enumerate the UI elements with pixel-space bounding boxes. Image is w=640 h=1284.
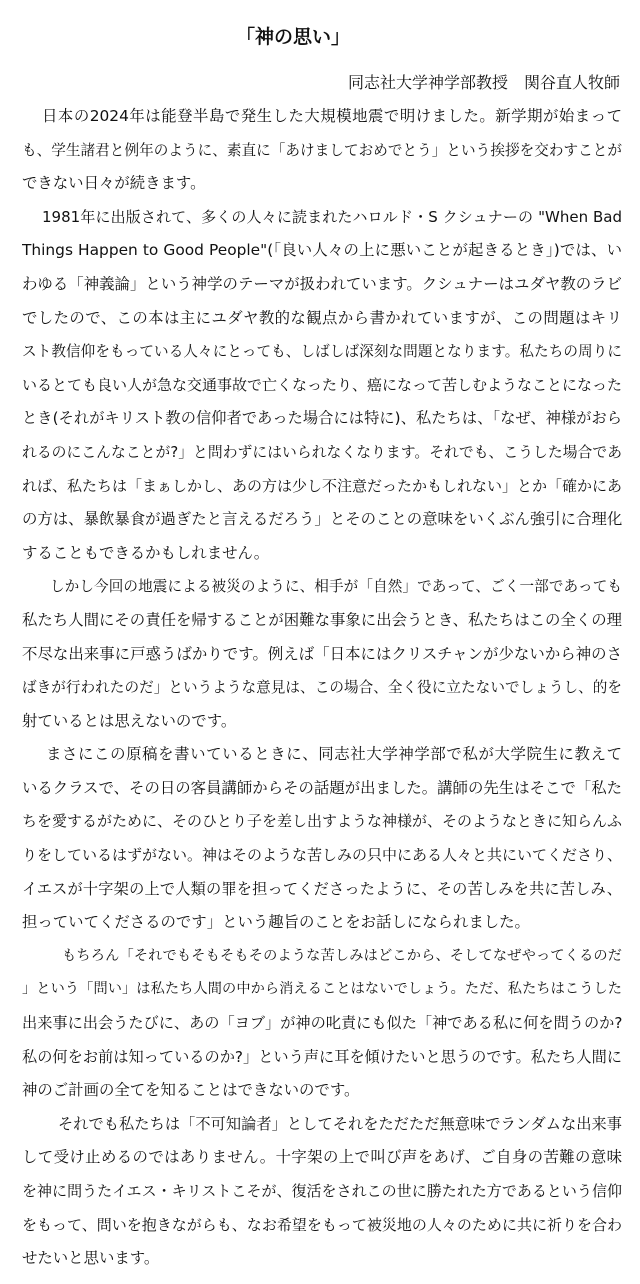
paragraph-line: もちろん「それでもそもそもそのような苦しみはどこから、そしてなぜやってくるのだ: [62, 947, 622, 964]
paragraph: [22, 1108, 622, 1276]
paragraph-line: 私の何をお前は知っているのか?」という声に耳を傾けたいと思うのです。私たち人間に: [22, 1047, 622, 1066]
paragraph: [22, 201, 622, 571]
paragraph-line: でしたので、この本は主にユダヤ教的な観点から書かれていますが、この問題はキリ: [22, 308, 622, 327]
paragraph-line: いるクラスで、その日の客員講師からその話題が出ました。講師の先生はそこで「私た: [22, 778, 622, 797]
paragraph-line: 不尽な出来事に戸惑うばかりです。例えば「日本にはクリスチャンが少ないから神のさ: [22, 644, 622, 663]
paragraph-line: 1981年に出版されて、多くの人々に読まれたハロルド・S クシュナーの "When Bad: [42, 207, 622, 226]
paragraph-line: も、学生諸君と例年のように、素直に「あけましておめでとう」という挨拶を交わすことが: [22, 141, 622, 159]
paragraph: [22, 570, 622, 738]
paragraph-line: 私たち人間にその責任を帰することが困難な事象に出会うとき、私たちはこの全くの理: [22, 610, 622, 629]
author-byline: 同志社大学神学部教授 関谷直人牧師: [347, 73, 620, 92]
paragraph-line: 神のご計画の全てを知ることはできないのです。: [22, 1081, 360, 1100]
paragraph-line: しかし今回の地震による被災のように、相手が「自然」であって、ごく一部であっても: [50, 578, 622, 596]
paragraph-line: Things Happen to Good People"(「良い人々の上に悪いことが起きるとき」)では、い: [22, 241, 622, 260]
paragraph-line: することもできるかもしれません。: [22, 543, 270, 562]
paragraph-line: ちを愛するがために、そのひとり子を差し出すような神様が、そのようなときに知らんふ: [22, 812, 622, 831]
paragraph-line: れば、私たちは「まぁしかし、あの方は少し不注意だったかもしれない」とか「確かにあ: [22, 476, 622, 495]
paragraph-line: 射ているとは思えないのです。: [22, 711, 237, 730]
paragraph-line: 担っていてくださるのです」という趣旨のことをお話しになられました。: [22, 913, 530, 932]
paragraph: [22, 738, 622, 940]
paragraph-line: 日本の2024年は能登半島で発生した大規模地震で明けました。新学期が始まって: [42, 107, 622, 125]
article-title: 「神の思い」: [235, 26, 350, 48]
paragraph-line: できない日々が続きます。: [22, 174, 206, 193]
paragraph-line: とき(それがキリスト教の信仰者であった場合には特に)、私たちは、「なぜ、神様がおら: [22, 409, 622, 428]
paragraph-line: れるのにこんなことが?」と問わずにはいられなくなります。それでも、こうした場合であ: [22, 443, 622, 461]
paragraph-line: ばきが行われたのだ」というような意見は、この場合、全く役に立たないでしょうし、的を: [22, 679, 622, 697]
paragraph-line: りをしているはずがない。神はそのような苦しみの只中にある人々と共にいてくださり、: [22, 846, 622, 865]
paragraph: [22, 940, 622, 1108]
paragraph-line: まさにこの原稿を書いているときに、同志社大学神学部で私が大学院生に教えて: [46, 745, 622, 764]
paragraph-line: わゆる「神義論」という神学のテーマが扱われています。クシュナーはユダヤ教のラビ: [22, 274, 622, 293]
paragraph-line: をもって、問いを抱きながらも、なお希望をもって被災地の人々のために共に祈りを合わ: [22, 1215, 622, 1234]
paragraph-line: して受け止めるのではありません。十字架の上で叫び声をあげ、ご自身の苦難の意味: [22, 1148, 622, 1167]
paragraph-line: 出来事に出会うたびに、あの「ヨブ」が神の叱責にも似た「神である私に何を問うのか?: [22, 1014, 622, 1033]
paragraph-line: の方は、暴飲暴食が過ぎたと言えるだろう」とそのことの意味をいくぶん強引に合理化: [22, 510, 622, 529]
paragraph-line: 」という「問い」は私たち人間の中から消えることはないでしょう。ただ、私たちはこうした: [22, 981, 622, 998]
paragraph: [22, 100, 622, 201]
paragraph-line: イエスが十字架の上で人類の罪を担ってくださったように、その苦しみを共に苦しみ、: [22, 879, 622, 898]
paragraph-line: せたいと思います。: [22, 1249, 160, 1268]
paragraph-line: を神に問うたイエス・キリストこそが、復活をされこの世に勝たれた方であるという信仰: [22, 1182, 622, 1200]
article-body: [22, 100, 622, 1276]
paragraph-line: それでも私たちは「不可知論者」としてそれをただただ無意味でランダムな出来事: [58, 1114, 622, 1133]
paragraph-line: いるとても良い人が急な交通事故で亡くなったり、癌になって苦しむようなことになった: [22, 375, 622, 394]
paragraph-line: スト教信仰をもっている人々にとっても、しばしば深刻な問題となります。私たちの周りに: [22, 343, 622, 361]
